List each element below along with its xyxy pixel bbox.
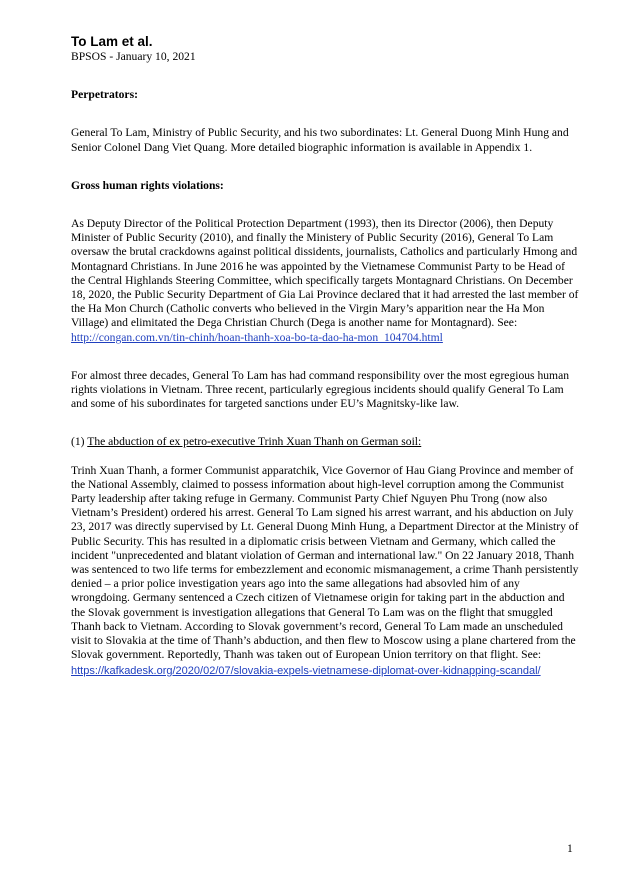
kafkadesk-link[interactable]: https://kafkadesk.org/2020/02/07/slovakia-expels-vietnamese-diplomat-over-kidnapping-scandal/ [71, 664, 541, 677]
page-number: 1 [567, 842, 573, 855]
document-subtitle: BPSOS - January 10, 2021 [71, 50, 196, 63]
document-title: To Lam et al. [71, 34, 153, 49]
case-1-paragraph-text: Trinh Xuan Thanh, a former Communist apparatchik, Vice Governor of Hau Giang Province and member of the National Assembly, claimed to possess information about high-level corruption among the Communist Party leadership after taking refuge in Germany. Communist Party Chief Nguyen Phu Trong (now also Vietnam’s President) ordered his arrest. General To Lam signed his arrest warrant, and his abduction on July 23, 2017 was directly supervised by Lt. General Duong Minh Hung, a Department Director at the Ministry of Public Security. This has resulted in a diplomatic crisis between Vietnam and Germany, which called the incident "unprecedented and blatant violation of German and international law." On 22 January 2018, Thanh was sentenced to two life terms for embezzlement and economic mismanagement, a crime Thanh persistently denied – a prior police investigation years ago into the same allegations had absovled him of any wrongdoing. Germany sentenced a Czech citizen of Vietnamese origin for taking part in the abduction and the Slovak government is investigation allegations that General To Lam was on the flight that smuggled Thanh back to Vietnam. According to Slovak government’s record, General To Lam made an unscheduled visit to Slovakia at the time of Thanh’s abduction, and then flew to Moscow using a plane chartered from the Slovak government. Reportedly, Thanh was taken out of European Union territory on that flight. See: [71, 463, 579, 662]
violations-heading: Gross human rights violations: [71, 178, 224, 192]
case-1-title: The abduction of ex petro-executive Trinh Xuan Thanh on German soil: [87, 435, 422, 449]
case-1-paragraph [71, 464, 579, 679]
congan-link[interactable]: http://congan.com.vn/tin-chinh/hoan-thanh-xoa-bo-ta-dao-ha-mon_104704.html [71, 330, 443, 344]
document-body [71, 33, 579, 693]
case-1-heading [71, 435, 579, 449]
violations-paragraph-1-text: As Deputy Director of the Political Protection Department (1993), then its Director (2006), then Deputy Minister of Public Security (2010), and finally the Ministery of Public Security (2016), General To Lam oversaw the brutal crackdowns against political dissidents, journalists, Catholics and particularly Hmong and Montagnard Christians. In June 2016 he was appointed by the Vietnamese Communist Party to be Head of the Central Highlands Steering Committee, which specifically targets Montagnard Christians. On December 18, 2020, the Public Security Department of Gia Lai Province declared that it had arrested the last member of the Ha Mon Church (Catholic converts who believed in the Virgin Mary’s apparition near the Ha Mon Village) and elimitated the Dega Christian Church (Dega is another name for Montagnard). See: [71, 217, 579, 330]
violations-paragraph-2: For almost three decades, General To Lam has had command responsibility over the most egregious human rights violations in Vietnam. Three recent, particularly egregious incidents should qualify General To Lam and some of his subordinates for targeted sanctions under EU’s Magnitsky-like law. [71, 368, 570, 411]
case-1-number: (1) [71, 435, 85, 449]
perpetrators-paragraph: General To Lam, Ministry of Public Security, and his two subordinates: Lt. General Duong Minh Hung and Senior Colonel Dang Viet Quang. More detailed biographic information is available in Appendix 1. [71, 126, 569, 154]
perpetrators-heading: Perpetrators: [71, 88, 138, 102]
violations-paragraph-1 [71, 217, 579, 345]
